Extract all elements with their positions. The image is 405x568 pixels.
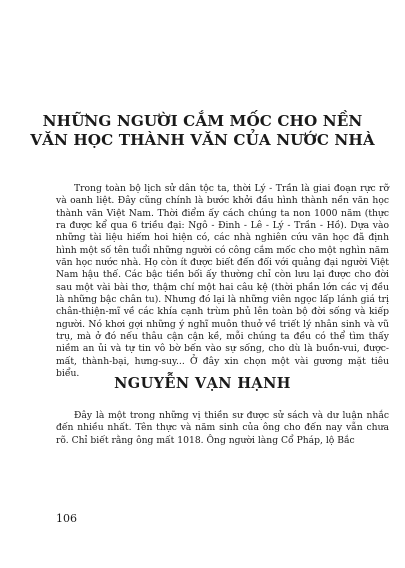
section-heading: NGUYỄN VẠN HẠNH [114, 375, 291, 392]
section-paragraph: Đây là một trong những vị thiền sư được sử sách và dư luận nhắc đến nhiều nhất. Tên thực và năm sinh của ông cho đến nay vẫn chưa rõ. Chỉ biết rằng ông mất 1018. Ông người làng Cổ Pháp, lộ Bắc [56, 410, 389, 446]
page-number: 106 [56, 512, 77, 525]
chapter-title [0, 112, 405, 150]
intro-paragraph: Trong toàn bộ lịch sử dân tộc ta, thời Lý - Trần là giai đoạn rực rỡ và oanh liệt. Đây cũng chính là bước khởi đầu hình thành nền văn học thành văn Việt Nam. Thời điểm ấy cách chúng ta non 1000 năm (thực ra được kể qua 6 triều đại: Ngô - Đinh - Lê - Lý - Trần - Hồ). Dựa vào những tài liệu hiếm hoi hiện có, các nhà nghiên cứu văn học đã định hình một số tên tuổi những người có công cắm mốc cho một nghìn năm văn học nước nhà. Họ còn ít được biết đến đối với quảng đại người Việt Nam hậu thế. Các bậc tiền bối ấy thường chỉ còn lưu lại được cho đời sau một vài bài thơ, thậm chí một hai câu kệ (thời phần lớn các vị đều là những bậc chân tu). Nhưng đó lại là những viên ngọc lấp lánh giá trị chân-thiện-mĩ về các khía cạnh trùm phủ lên toàn bộ đời sống và kiếp người. Nó khơi gợi những ý nghĩ muôn thuở về triết lý nhân sinh và vũ trụ, mà ở đó nếu thâu cận cận kề, mỗi chúng ta đều có thể tìm thấy niềm an ủi và tự tin vô bờ bến vào sự sống, cho dù là buồn-vui, được-mất, thành-bại, hưng-suy... Ở đây xin chọn một vài gương mặt tiêu biểu. [56, 183, 389, 380]
chapter-title-line-2: VĂN HỌC THÀNH VĂN CỦA NƯỚC NHÀ [30, 131, 375, 149]
intro-text-block [56, 183, 389, 381]
section-text-block [56, 410, 389, 447]
chapter-title-line-1: NHỮNG NGƯỜI CẮM MỐC CHO NỀN [42, 112, 363, 130]
